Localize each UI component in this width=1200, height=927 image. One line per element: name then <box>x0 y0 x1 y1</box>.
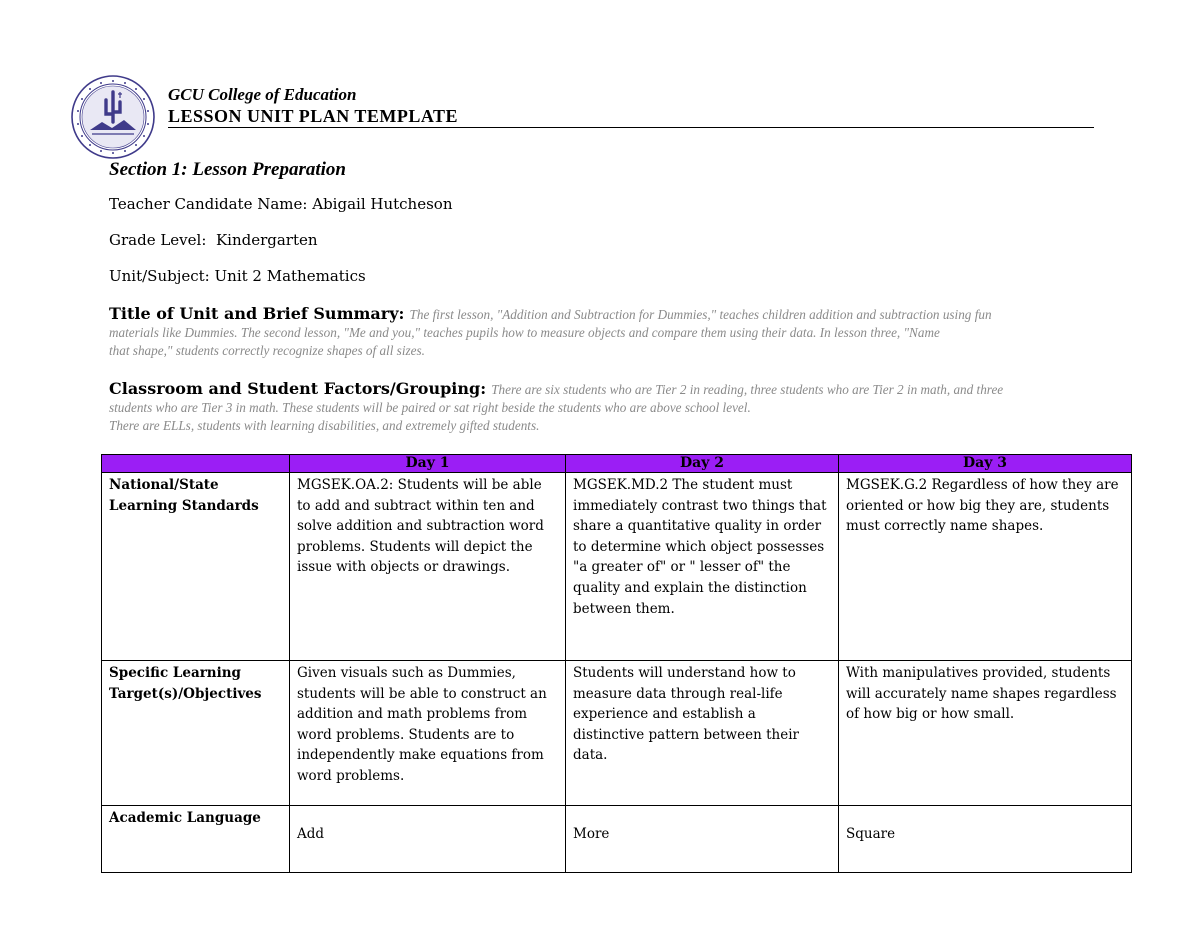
table-cell: Students will understand how to measure data through real-life experience and establish a distinctive pattern between their data. <box>566 661 839 806</box>
classroom-factors-line: students who are Tier 3 in math. These students will be paired or sat right beside the students who are above school level. <box>109 400 751 415</box>
unit-summary <box>109 305 1079 360</box>
section-title: Section 1: Lesson Preparation <box>109 159 346 180</box>
classroom-factors-line: There are six students who are Tier 2 in reading, three students who are Tier 2 in math, and three <box>491 382 1004 397</box>
classroom-factors-line: There are ELLs, students with learning disabilities, and extremely gifted students. <box>109 418 540 433</box>
classroom-factors <box>109 380 1079 435</box>
table-cell: Add <box>290 806 566 873</box>
teacher-name-value: Abigail Hutcheson <box>312 195 453 213</box>
unit-summary-label: Title of Unit and Brief Summary: <box>109 304 405 323</box>
day-2-header: Day 2 <box>566 455 839 473</box>
grade-level-field <box>109 231 318 249</box>
table-cell: With manipulatives provided, students will accurately name shapes regardless of how big or how small. <box>839 661 1132 806</box>
day-3-header: Day 3 <box>839 455 1132 473</box>
unit-summary-line: materials like Dummies. The second lesson, "Me and you," teaches pupils how to measure objects and compare them using their data. In lesson three, "Name <box>109 325 940 340</box>
template-title: LESSON UNIT PLAN TEMPLATE <box>168 106 459 126</box>
table-corner-cell <box>102 455 290 473</box>
unit-subject-label: Unit/Subject: <box>109 267 210 285</box>
gcu-seal-logo <box>70 74 156 160</box>
table-cell: Given visuals such as Dummies, students will be able to construct an addition and math problems from word problems. Students are to independently make equations from word problems. <box>290 661 566 806</box>
table-cell: Square <box>839 806 1132 873</box>
table-cell: More <box>566 806 839 873</box>
table-row <box>102 661 1132 806</box>
college-name: GCU College of Education <box>168 85 357 104</box>
unit-summary-line: that shape," students correctly recognize shapes of all sizes. <box>109 343 425 358</box>
unit-subject-value: Unit 2 Mathematics <box>214 267 366 285</box>
table-row <box>102 806 1132 873</box>
table-cell: MGSEK.MD.2 The student must immediately contrast two things that share a quantitative quality in order to determine which object possesses "a greater of" or " lesser of" the quality and explain the distinction between them. <box>566 473 839 661</box>
unit-summary-line: The first lesson, "Addition and Subtraction for Dummies," teaches children addition and subtraction using fun <box>409 307 992 322</box>
table-cell: MGSEK.OA.2: Students will be able to add and subtract within ten and solve addition and subtraction word problems. Students will depict the issue with objects or drawings. <box>290 473 566 661</box>
table-header-row <box>102 455 1132 473</box>
unit-subject-field <box>109 267 366 285</box>
teacher-name-field <box>109 195 453 213</box>
header-divider <box>168 127 1094 128</box>
lesson-plan-table <box>101 454 1132 873</box>
grade-level-value: Kindergarten <box>215 231 318 249</box>
classroom-factors-label: Classroom and Student Factors/Grouping: <box>109 379 487 398</box>
row-label-academic-language: Academic Language <box>102 806 290 873</box>
row-label-objectives: Specific Learning Target(s)/Objectives <box>102 661 290 806</box>
table-cell: MGSEK.G.2 Regardless of how they are oriented or how big they are, students must correctly name shapes. <box>839 473 1132 661</box>
table-row <box>102 473 1132 661</box>
day-1-header: Day 1 <box>290 455 566 473</box>
teacher-name-label: Teacher Candidate Name: <box>109 195 308 213</box>
row-label-standards: National/State Learning Standards <box>102 473 290 661</box>
grade-level-label: Grade Level: <box>109 231 207 249</box>
